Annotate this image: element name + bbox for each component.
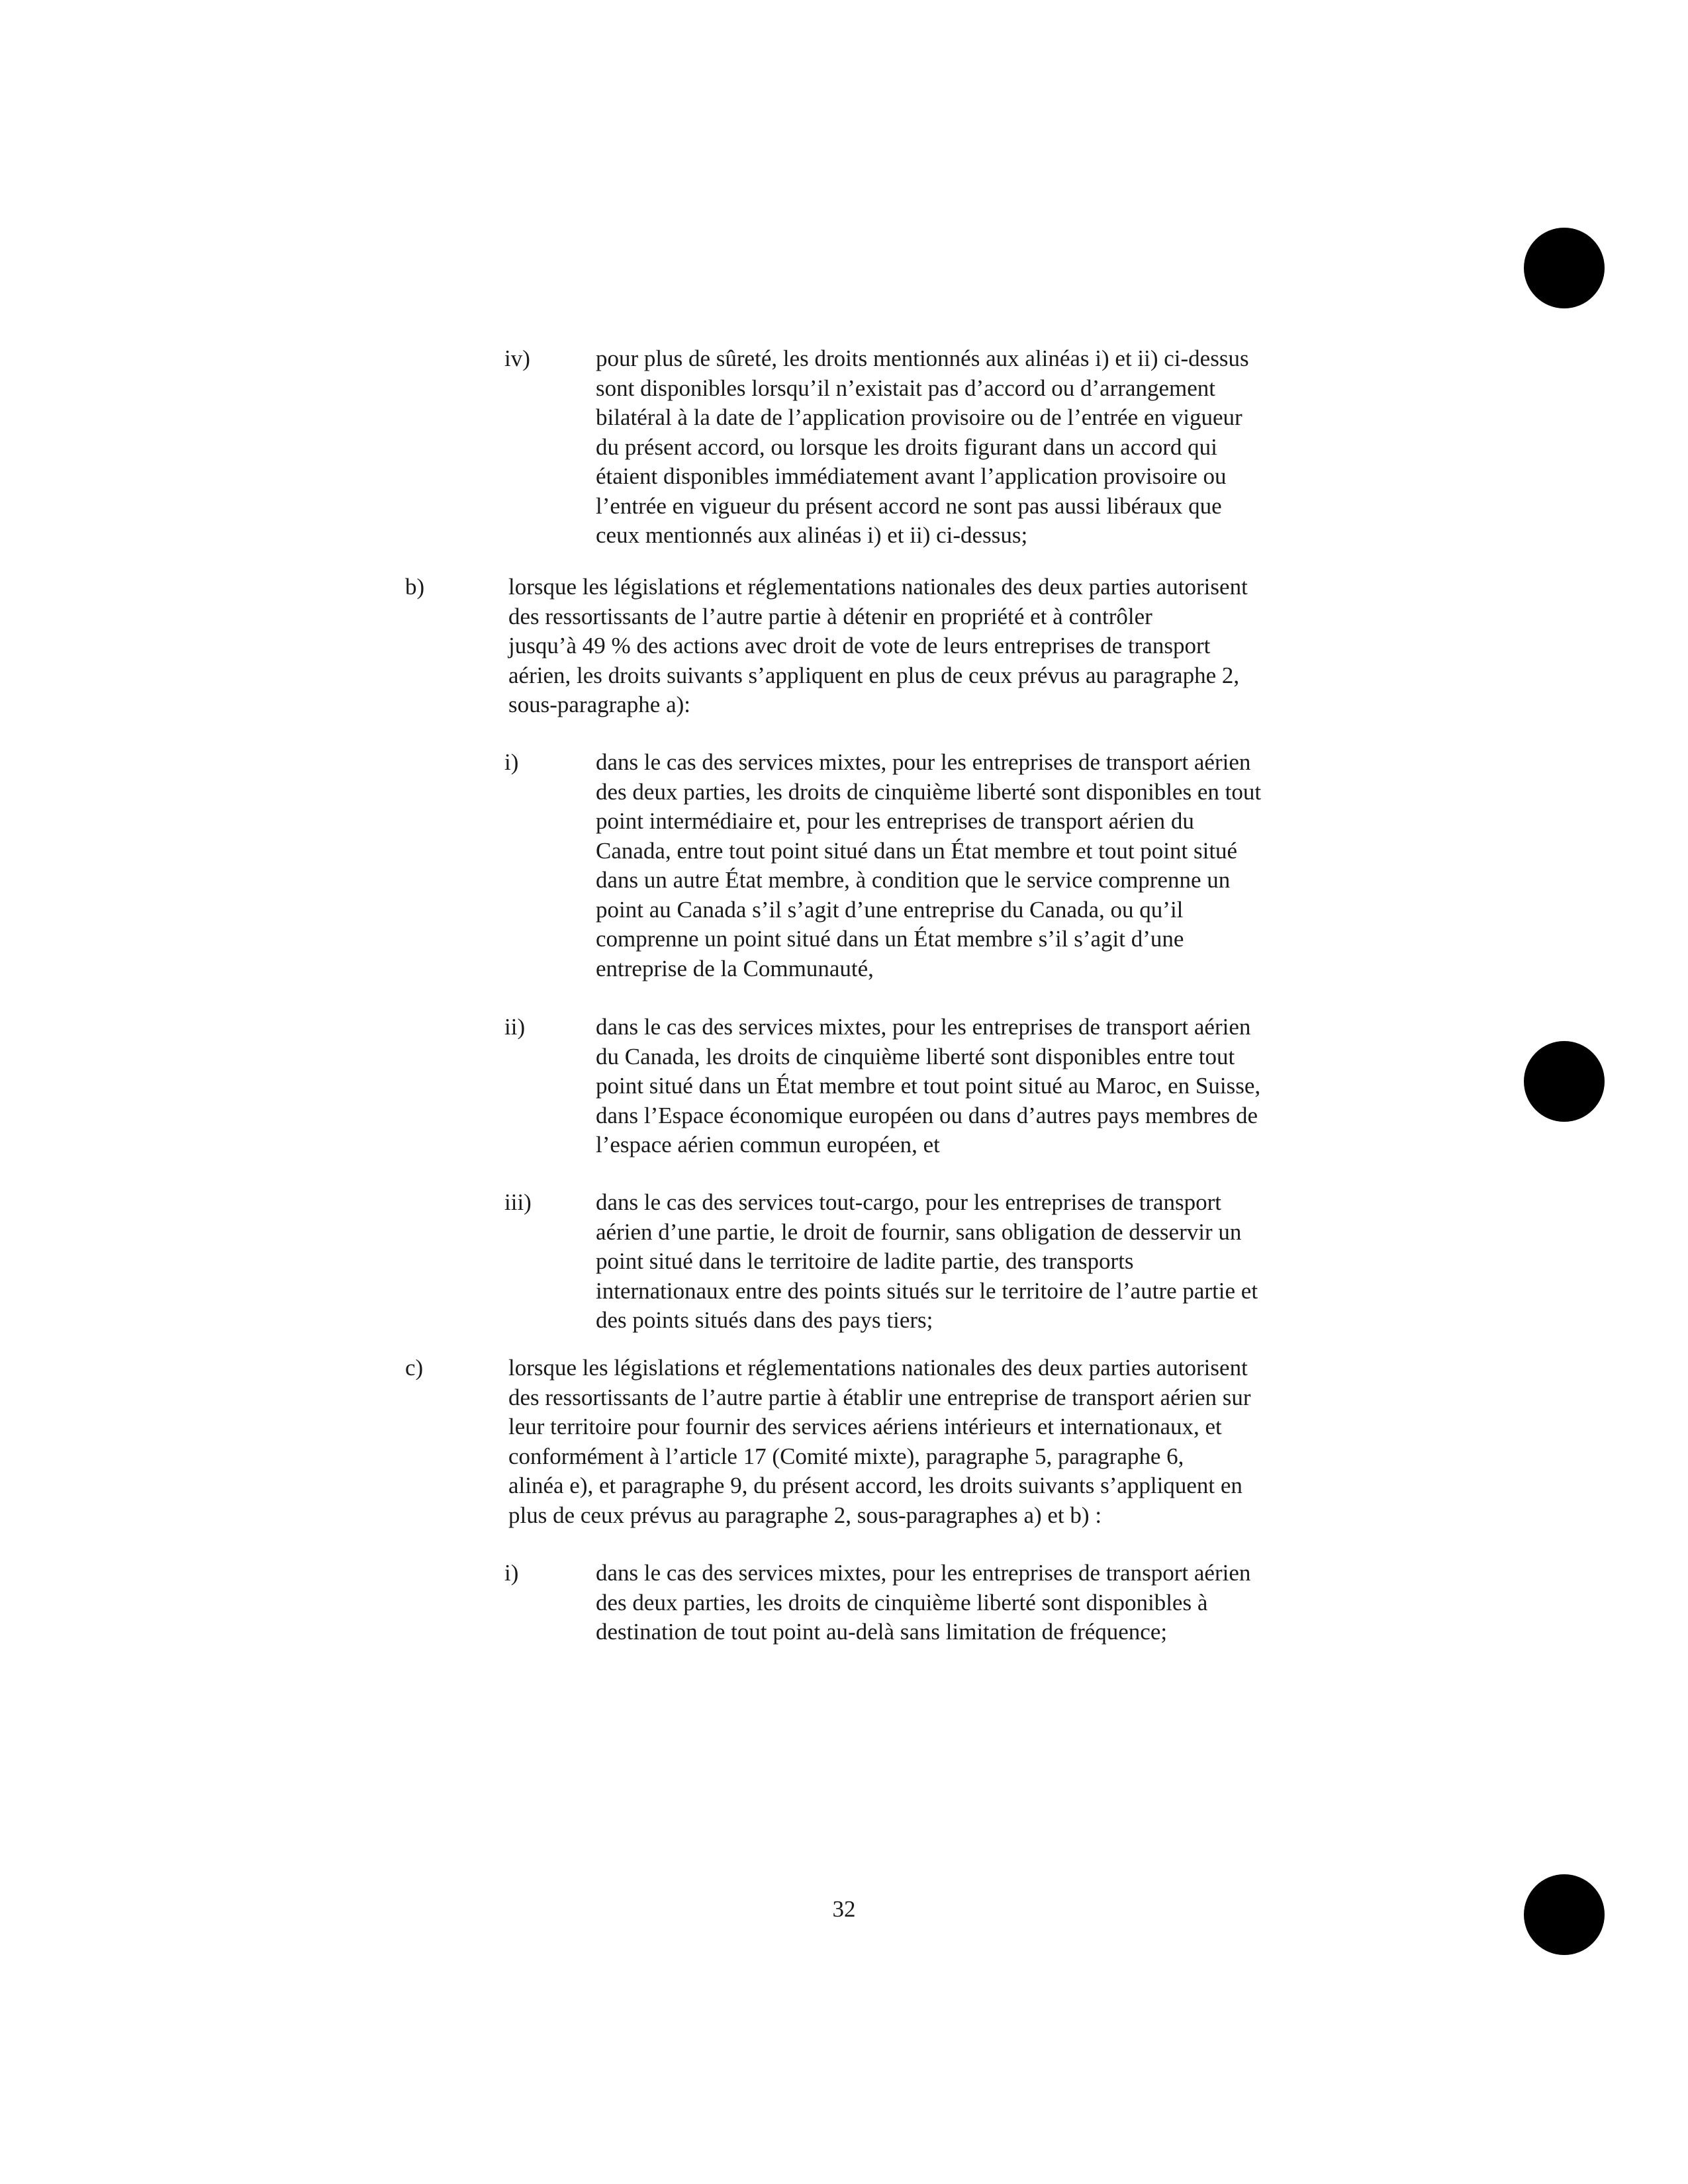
clause-marker: ii)	[504, 1014, 526, 1040]
text-line: dans le cas des services mixtes, pour les entreprises de transport aérien	[596, 749, 1251, 775]
punch-hole	[1524, 1041, 1605, 1122]
text-line: Canada, entre tout point situé dans un État membre et tout point situé	[596, 837, 1238, 864]
text-line: destination de tout point au-delà sans limitation de fréquence;	[596, 1619, 1168, 1645]
text-line: des points situés dans des pays tiers;	[596, 1307, 933, 1333]
text-line: dans un autre État membre, à condition que le service comprenne un	[596, 867, 1231, 893]
text-line: lorsque les législations et réglementations nationales des deux parties autorisent	[508, 1355, 1248, 1381]
page-number: 32	[832, 1896, 856, 1922]
clause-marker: i)	[504, 1560, 519, 1586]
text-line: point situé dans le territoire de ladite partie, des transports	[596, 1248, 1134, 1274]
clause-text	[596, 1559, 1364, 1647]
text-line: des ressortissants de l’autre partie à établir une entreprise de transport aérien sur	[508, 1384, 1251, 1410]
text-line: leur territoire pour fournir des services aériens intérieurs et internationaux, et	[508, 1414, 1222, 1439]
text-line: internationaux entre des points situés sur le territoire de l’autre partie et	[596, 1277, 1258, 1304]
text-line: dans l’Espace économique européen ou dans d’autres pays membres de	[596, 1102, 1258, 1128]
text-line: conformément à l’article 17 (Comité mixte), paragraphe 5, paragraphe 6,	[508, 1443, 1184, 1469]
text-line: du Canada, les droits de cinquième liberté sont disponibles entre tout	[596, 1043, 1235, 1069]
clause-text	[508, 1353, 1342, 1530]
text-line: aérien, les droits suivants s’appliquent en plus de ceux prévus au paragraphe 2,	[508, 662, 1240, 688]
text-line: pour plus de sûreté, les droits mentionnés aux alinéas i) et ii) ci-dessus	[596, 345, 1249, 371]
text-line: ceux mentionnés aux alinéas i) et ii) ci-dessus;	[596, 522, 1028, 548]
clause-text	[596, 344, 1364, 551]
text-line: dans le cas des services mixtes, pour les entreprises de transport aérien	[596, 1560, 1251, 1586]
clause-text	[596, 1013, 1364, 1160]
clause-text	[508, 572, 1342, 720]
clause-marker: iii)	[504, 1189, 532, 1215]
text-line: jusqu’à 49 % des actions avec droit de vote de leurs entreprises de transport	[508, 633, 1211, 659]
clause-marker: c)	[405, 1355, 424, 1381]
text-line: plus de ceux prévus au paragraphe 2, sous-paragraphes a) et b) :	[508, 1502, 1102, 1528]
text-line: lorsque les législations et réglementations nationales des deux parties autorisent	[508, 574, 1248, 600]
text-line: étaient disponibles immédiatement avant l’application provisoire ou	[596, 463, 1227, 489]
clause-marker: b)	[405, 574, 425, 600]
text-line: l’espace aérien commun européen, et	[596, 1132, 940, 1158]
clause-marker: i)	[504, 749, 519, 775]
text-line: dans le cas des services tout-cargo, pour les entreprises de transport	[596, 1189, 1222, 1215]
text-line: point intermédiaire et, pour les entreprises de transport aérien du	[596, 808, 1194, 834]
text-line: bilatéral à la date de l’application provisoire ou de l’entrée en vigueur	[596, 404, 1243, 430]
text-line: comprenne un point situé dans un État membre s’il s’agit d’une	[596, 926, 1184, 952]
text-line: sont disponibles lorsqu’il n’existait pas d’accord ou d’arrangement	[596, 375, 1216, 401]
text-line: entreprise de la Communauté,	[596, 955, 874, 981]
text-line: aérien d’une partie, le droit de fournir, sans obligation de desservir un	[596, 1218, 1242, 1245]
text-line: point au Canada s’il s’agit d’une entreprise du Canada, ou qu’il	[596, 896, 1184, 923]
text-line: l’entrée en vigueur du présent accord ne sont pas aussi libéraux que	[596, 492, 1222, 519]
text-line: sous-paragraphe a):	[508, 692, 691, 717]
clause-text	[596, 1188, 1364, 1336]
text-line: dans le cas des services mixtes, pour les entreprises de transport aérien	[596, 1014, 1251, 1040]
text-line: du présent accord, ou lorsque les droits figurant dans un accord qui	[596, 433, 1217, 460]
clause-marker: iv)	[504, 345, 530, 371]
text-line: des deux parties, les droits de cinquième liberté sont disponibles en tout	[596, 778, 1262, 805]
text-line: point situé dans un État membre et tout point situé au Maroc, en Suisse,	[596, 1073, 1261, 1099]
text-line: des deux parties, les droits de cinquième liberté sont disponibles à	[596, 1589, 1208, 1615]
clause-text	[596, 748, 1364, 983]
punch-hole	[1524, 228, 1605, 308]
text-line: des ressortissants de l’autre partie à détenir en propriété et à contrôler	[508, 603, 1152, 629]
text-line: alinéa e), et paragraphe 9, du présent accord, les droits suivants s’appliquent en	[508, 1473, 1243, 1498]
